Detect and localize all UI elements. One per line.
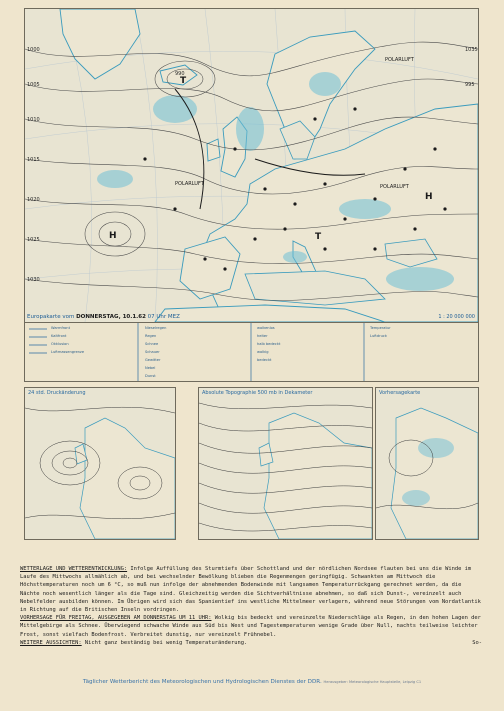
- svg-text:H: H: [109, 231, 117, 241]
- forecast-map-title: Vorhersagekarte: [379, 390, 421, 396]
- airmass-label-west: POLARLUFT: [175, 181, 204, 187]
- legend-item: Luftmassengrenze: [51, 350, 85, 354]
- svg-text:T: T: [315, 232, 322, 242]
- isobar-label: 1015: [27, 157, 40, 163]
- legend-item: Schauer: [145, 350, 160, 354]
- europe-weather-map: [24, 8, 479, 323]
- svg-text:T: T: [180, 76, 187, 86]
- legend-item: Okklusion: [51, 342, 69, 346]
- isobar-label: 1010: [27, 117, 40, 123]
- legend-item: Regen: [145, 334, 157, 338]
- legend-item: Temperatur: [370, 326, 391, 330]
- forecast-map: [375, 387, 479, 540]
- legend-item: wolkig: [257, 350, 269, 354]
- weather-situation-heading: WETTERLAGE UND WETTERENTWICKLUNG:: [20, 566, 128, 572]
- airmass-label-east: POLARLUFT: [380, 184, 409, 190]
- isobar-label: 1005: [27, 82, 40, 88]
- outlook-heading: WEITERE AUSSICHTEN:: [20, 639, 82, 646]
- legend-item: Luftdruck: [370, 334, 387, 338]
- legend-item: Nieselregen: [145, 326, 167, 330]
- weather-text: [20, 565, 482, 647]
- isobar-label: 1035: [465, 47, 478, 53]
- page-continue-mark: So-: [472, 639, 482, 646]
- isobar-label: 995: [465, 82, 475, 88]
- legend-item: wolkenlos: [257, 326, 275, 330]
- pressure-change-title: 24 std. Druckänderung: [28, 390, 86, 396]
- airmass-label-north: POLARLUFT: [385, 57, 414, 63]
- footer: [0, 679, 504, 685]
- europe-map-drawing: [25, 9, 478, 322]
- legend-item: Kaltfront: [51, 334, 67, 338]
- isobar-label: 1020: [27, 197, 40, 203]
- legend-item: halb bedeckt: [257, 342, 281, 346]
- footer-publisher: Täglicher Wetterbericht des Meteorologischen und Hydrologischen Dienstes der DDR.: [82, 679, 322, 685]
- forecast-paragraph: VORHERSAGE FÜR FREITAG, AUSGEGEBEN AM DONNERSTAG UM 11 UHR: Wolkig bis bedeckt und vereinzelte Niederschläge als Regen, in den hohen Lagen der Mittelgebirge als Schnee. Überwiegend schwache Winde aus Süd bis West und Tagestemperaturen wenige Grade über Null, nachts teilweise leichter Frost, sonst vielfach Bodenfrost. Verbreitet dunstig, nur vereinzelt Frühnebel.: [20, 615, 481, 638]
- outlook-paragraph: WEITERE AUSSICHTEN: Nicht ganz beständig bei wenig Temperaturänderung. So-: [20, 639, 482, 646]
- legend-item: Warmfront: [51, 326, 70, 330]
- legend-item: Schnee: [145, 342, 159, 346]
- legend-item: Nebel: [145, 366, 156, 370]
- topography-title: Absolute Topographie 500 mb in Dekameter: [202, 390, 313, 396]
- legend-item: bedeckt: [257, 358, 272, 362]
- isobar-label: 1025: [27, 237, 40, 243]
- topography-500mb-map: [198, 387, 373, 540]
- pressure-change-map: [24, 387, 176, 540]
- legend-item: Dunst: [145, 374, 156, 378]
- legend-symbols: [25, 323, 478, 381]
- isobar-label: 1030: [27, 277, 40, 283]
- map-scale: 1 : 20 000 000: [438, 314, 475, 320]
- legend-item: heiter: [257, 334, 268, 338]
- europe-map-title: Europakarte vom DONNERSTAG, 10.1.62 07 Uhr MEZ: [27, 314, 180, 320]
- svg-text:H: H: [425, 192, 433, 202]
- footer-small: Herausgeber: Meteorologische Hauptstelle, Leipzig C1: [323, 680, 422, 684]
- map-legend: [24, 322, 479, 382]
- isobar-label: 990: [175, 71, 185, 77]
- weather-situation-paragraph: WETTERLAGE UND WETTERENTWICKLUNG: Infolge Auffüllung des Sturmtiefs über Schottland und der nördlichen Nordsee flauten bei uns die Winde im Laufe des Mittwochs allmählich ab, und bei wechselnder Bewölkung blieben die Regenmengen geringfügig. Schwankten am Mittwoch die Höchsttemperaturen noch um 6 °C, so muß nun infolge der abnehmenden Bodenwinde mit langsamen Temperaturrückgang gerechnet werden, da die Nächte noch wesentlich länger als die Tage sind. Gleichzeitig werden die Sichtverhältnisse abnehmen, so daß sich Dunst-, vereinzelt auch Nebelfelder ausbilden können. Im Übrigen wird sich das Spanientief ins westliche Mittelmeer verlagern, während neue Störungen vom Nordatlantik in Richtung auf die Britischen Inseln vordringen.: [20, 566, 481, 614]
- isobar-label: 1000: [27, 47, 40, 53]
- forecast-heading: VORHERSAGE FÜR FREITAG, AUSGEGEBEN AM DONNERSTAG UM 11 UHR:: [20, 615, 212, 622]
- legend-item: Gewitter: [145, 358, 161, 362]
